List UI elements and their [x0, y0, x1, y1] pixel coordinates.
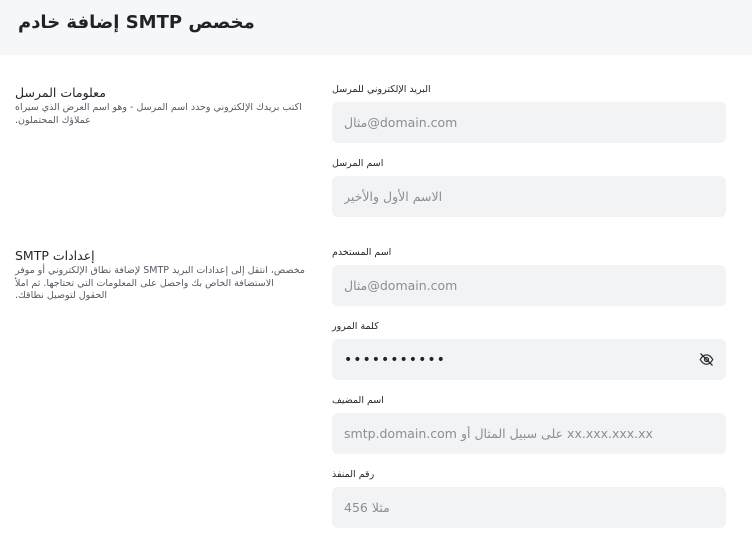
sender-name-field	[332, 176, 726, 217]
sender-name-input[interactable]	[332, 176, 726, 217]
password-input[interactable]	[332, 339, 726, 380]
page-title: مخصص SMTP إضافة خادم	[18, 12, 255, 33]
sender-info-title: معلومات المرسل	[15, 85, 106, 100]
smtp-settings-section	[15, 248, 305, 303]
eye-off-icon[interactable]	[699, 352, 714, 367]
port-label: رقم المنفذ	[332, 469, 375, 480]
sender-email-input[interactable]	[332, 102, 726, 143]
smtp-settings-description: مخصص، انتقل إلى إعدادات البريد SMTP لإضافة نطاق الإلكتروني أو موفر الاستضافة الخاص بك واحصل على المعلومات التي تحتاجها. ثم املأ الحقول لتوصيل نطاقك.	[15, 265, 305, 301]
page-header	[0, 0, 752, 55]
password-label: كلمة المرور	[332, 321, 379, 332]
password-field	[332, 339, 726, 380]
username-input[interactable]	[332, 265, 726, 306]
port-input[interactable]	[332, 487, 726, 528]
sender-info-description: اكتب بريدك الإلكتروني وحدد اسم المرسل - وهو اسم العرض الذي سيراه عملاؤك المحتملون.	[15, 102, 302, 126]
smtp-settings-title: SMTP إعدادات	[15, 248, 95, 263]
sender-name-label: اسم المرسل	[332, 158, 384, 169]
username-label: اسم المستخدم	[332, 247, 392, 258]
host-input[interactable]	[332, 413, 726, 454]
username-field	[332, 265, 726, 306]
sender-info-section	[15, 85, 305, 127]
sender-email-label: البريد الإلكتروني للمرسل	[332, 84, 431, 95]
port-field	[332, 487, 726, 528]
host-field	[332, 413, 726, 454]
host-label: اسم المضيف	[332, 395, 384, 406]
sender-email-field	[332, 102, 726, 143]
